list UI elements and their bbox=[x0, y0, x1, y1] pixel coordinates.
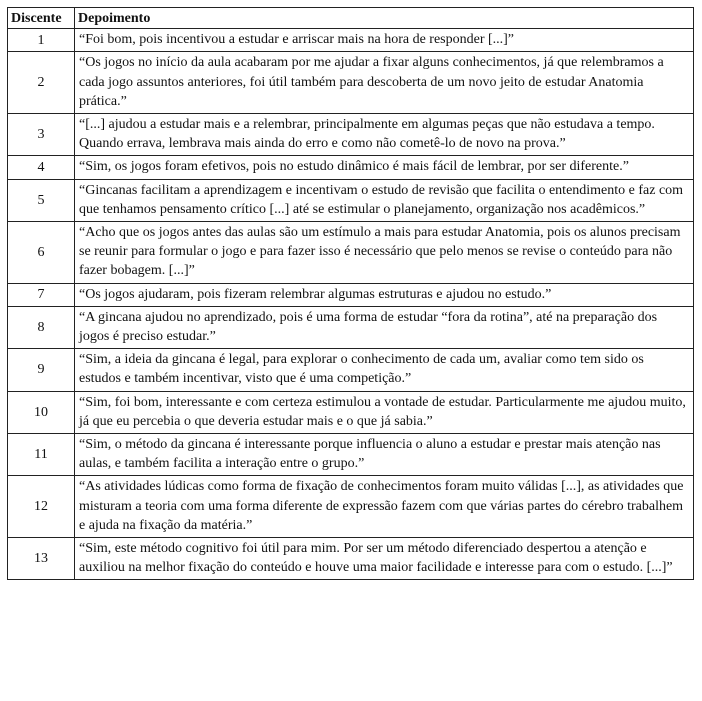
table-row bbox=[8, 349, 694, 391]
testimonial-text: “Sim, a ideia da gincana é legal, para explorar o conhecimento de cada um, avaliar como tem sido os estudos e também incentivar, visto que é uma competição.” bbox=[75, 349, 694, 391]
testimonial-text: “Gincanas facilitam a aprendizagem e incentivam o estudo de revisão que facilita o entendimento e faz com que tenhamos pensamento crítico [...] até se estimular o planejamento, organização nos acadêmicos.” bbox=[75, 179, 694, 221]
table-header-row bbox=[8, 8, 694, 29]
student-number: 12 bbox=[8, 476, 75, 538]
testimonial-text: “Acho que os jogos antes das aulas são um estímulo a mais para estudar Anatomia, pois os alunos precisam se reunir para formular o jogo e para fazer isso é necessário que pelo menos se revise o conteúdo para não fazer bobagem. [...]” bbox=[75, 222, 694, 284]
table-row bbox=[8, 222, 694, 284]
table-row bbox=[8, 391, 694, 433]
student-number: 5 bbox=[8, 179, 75, 221]
testimonial-text: “Sim, este método cognitivo foi útil para mim. Por ser um método diferenciado despertou a atenção e auxiliou na melhor fixação do conteúdo e houve uma maior facilidade e interesse para com o estudo. [...]” bbox=[75, 538, 694, 580]
table-row bbox=[8, 114, 694, 156]
table-row bbox=[8, 538, 694, 580]
student-number: 6 bbox=[8, 222, 75, 284]
student-number: 3 bbox=[8, 114, 75, 156]
column-header-discente: Discente bbox=[8, 8, 75, 29]
table-row bbox=[8, 179, 694, 221]
table-row bbox=[8, 52, 694, 114]
testimonial-text: “Foi bom, pois incentivou a estudar e arriscar mais na hora de responder [...]” bbox=[75, 29, 694, 52]
testimonial-text: “Os jogos ajudaram, pois fizeram relembrar algumas estruturas e ajudou no estudo.” bbox=[75, 283, 694, 306]
testimonial-text: “A gincana ajudou no aprendizado, pois é uma forma de estudar “fora da rotina”, até na preparação dos jogos é preciso estudar.” bbox=[75, 306, 694, 348]
testimonial-text: “Os jogos no início da aula acabaram por me ajudar a fixar alguns conhecimentos, já que relembramos a cada jogo assuntos anteriores, foi útil também para descoberta de um novo jeito de estudar Anatomia prática.” bbox=[75, 52, 694, 114]
testimonials-table bbox=[7, 7, 694, 580]
table-row bbox=[8, 434, 694, 476]
student-number: 4 bbox=[8, 156, 75, 179]
column-header-depoimento: Depoimento bbox=[75, 8, 694, 29]
student-number: 9 bbox=[8, 349, 75, 391]
testimonial-text: “Sim, os jogos foram efetivos, pois no estudo dinâmico é mais fácil de lembrar, por ser diferente.” bbox=[75, 156, 694, 179]
student-number: 8 bbox=[8, 306, 75, 348]
student-number: 10 bbox=[8, 391, 75, 433]
table-row bbox=[8, 29, 694, 52]
table-row bbox=[8, 476, 694, 538]
student-number: 11 bbox=[8, 434, 75, 476]
table-row bbox=[8, 306, 694, 348]
student-number: 2 bbox=[8, 52, 75, 114]
student-number: 7 bbox=[8, 283, 75, 306]
table-row bbox=[8, 156, 694, 179]
testimonial-text: “Sim, o método da gincana é interessante porque influencia o aluno a estudar e prestar mais atenção nas aulas, e também facilita a interação entre o grupo.” bbox=[75, 434, 694, 476]
testimonial-text: “As atividades lúdicas como forma de fixação de conhecimentos foram muito válidas [...], as atividades que misturam a teoria com uma forma diferente de expressão fazem com que várias partes do cérebro trabalhem e ajuda na fixação da matéria.” bbox=[75, 476, 694, 538]
table-row bbox=[8, 283, 694, 306]
testimonial-text: “[...] ajudou a estudar mais e a relembrar, principalmente em algumas peças que não estudava a tempo. Quando errava, lembrava mais ainda do erro e como não cometê-lo de novo na prova.” bbox=[75, 114, 694, 156]
student-number: 13 bbox=[8, 538, 75, 580]
student-number: 1 bbox=[8, 29, 75, 52]
testimonial-text: “Sim, foi bom, interessante e com certeza estimulou a vontade de estudar. Particularmente me ajudou muito, já que eu percebia o que deveria estudar mais e o que já sabia.” bbox=[75, 391, 694, 433]
